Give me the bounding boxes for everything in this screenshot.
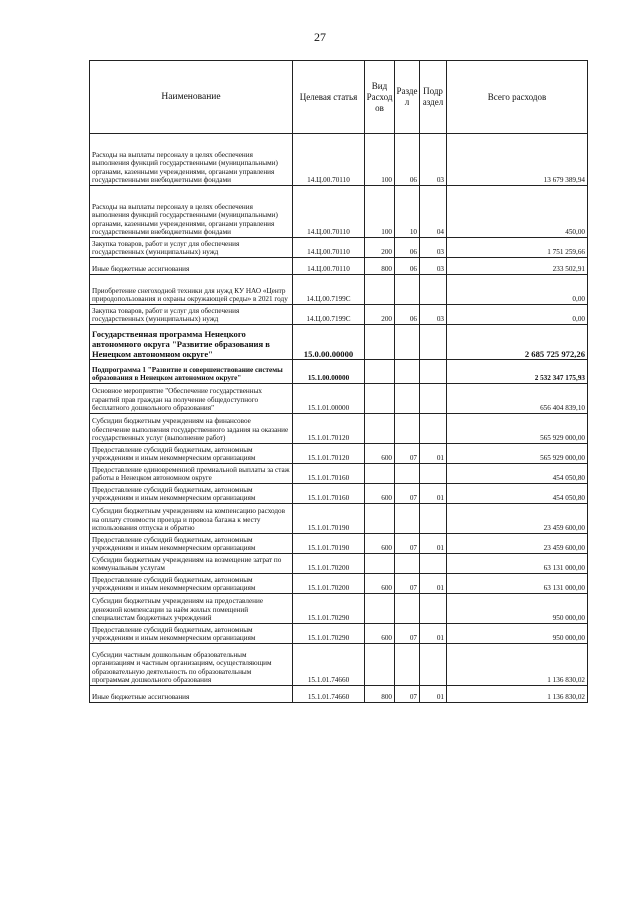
- cell-name: Расходы на выплаты персоналу в целях обеспечения выполнения функций государственными (муниципальными) органами, казенными учреждениями, органами управления государственными внебюджетными фондами: [90, 134, 293, 186]
- cell-name: Субсидии бюджетным учреждениям на компенсацию расходов на оплату стоимости проезда и провоза багажа к месту использования отпуска и обратно: [90, 504, 293, 534]
- header-code: Целевая статья: [293, 61, 365, 134]
- cell-name: Предоставление единовременной премиальной выплаты за стаж работы в Ненецком автономном округе: [90, 464, 293, 484]
- table-body: [90, 134, 588, 703]
- cell-code: 15.1.01.70200: [293, 554, 365, 574]
- cell-total: 0,00: [447, 305, 588, 325]
- table-row: [90, 414, 588, 444]
- cell-total: 454 050,80: [447, 484, 588, 504]
- cell-type: 800: [365, 686, 395, 703]
- budget-table: [89, 60, 588, 703]
- table-row: [90, 275, 588, 305]
- cell-subsection: 03: [420, 258, 447, 275]
- cell-subsection: [420, 360, 447, 384]
- cell-section: [395, 384, 420, 414]
- cell-type: 200: [365, 305, 395, 325]
- cell-subsection: 01: [420, 686, 447, 703]
- cell-code: 15.1.01.70160: [293, 464, 365, 484]
- cell-total: 233 502,91: [447, 258, 588, 275]
- cell-code: 14.Ц.00.7199С: [293, 275, 365, 305]
- cell-total: 950 000,00: [447, 624, 588, 644]
- table-row: [90, 686, 588, 703]
- cell-total: 2 532 347 175,93: [447, 360, 588, 384]
- cell-name: Расходы на выплаты персоналу в целях обеспечения выполнения функций государственными (муниципальными) органами, казенными учреждениями, органами управления государственными внебюджетными фондами: [90, 186, 293, 238]
- cell-type: 600: [365, 574, 395, 594]
- cell-name: Основное мероприятие "Обеспечение государственных гарантий прав граждан на получение общедоступного бесплатного дошкольного образования": [90, 384, 293, 414]
- cell-total: 63 131 000,00: [447, 554, 588, 574]
- cell-section: 06: [395, 258, 420, 275]
- header-type: Вид Расход ов: [365, 61, 395, 134]
- cell-code: 15.1.01.70290: [293, 594, 365, 624]
- cell-section: [395, 360, 420, 384]
- cell-total: 450,00: [447, 186, 588, 238]
- table-row: [90, 444, 588, 464]
- table-row: [90, 325, 588, 360]
- cell-name: Подпрограмма 1 "Развитие и совершенствование системы образования в Ненецком автономном округе": [90, 360, 293, 384]
- cell-subsection: [420, 594, 447, 624]
- cell-type: 800: [365, 258, 395, 275]
- cell-name: Иные бюджетные ассигнования: [90, 686, 293, 703]
- cell-subsection: [420, 554, 447, 574]
- cell-section: 07: [395, 444, 420, 464]
- cell-type: [365, 414, 395, 444]
- cell-subsection: [420, 384, 447, 414]
- cell-type: [365, 360, 395, 384]
- cell-total: 63 131 000,00: [447, 574, 588, 594]
- cell-type: [365, 325, 395, 360]
- cell-total: 1 136 830,02: [447, 644, 588, 686]
- cell-type: 200: [365, 238, 395, 258]
- cell-total: 656 404 839,10: [447, 384, 588, 414]
- cell-total: 13 679 389,94: [447, 134, 588, 186]
- cell-subsection: [420, 644, 447, 686]
- cell-type: [365, 554, 395, 574]
- cell-code: 15.1.01.74660: [293, 644, 365, 686]
- cell-name: Субсидии бюджетным учреждениям на финансовое обеспечение выполнения государственного задания на оказание государственных услуг (выполнение работ): [90, 414, 293, 444]
- cell-code: 14.Ц.00.70110: [293, 134, 365, 186]
- cell-name: Субсидии бюджетным учреждениям на возмещение затрат по коммунальным услугам: [90, 554, 293, 574]
- cell-code: 15.1.01.70190: [293, 504, 365, 534]
- table-row: [90, 534, 588, 554]
- cell-name: Закупка товаров, работ и услуг для обеспечения государственных (муниципальных) нужд: [90, 305, 293, 325]
- cell-name: Предоставление субсидий бюджетным, автономным учреждениям и иным некоммерческим организациям: [90, 534, 293, 554]
- cell-total: 565 929 000,00: [447, 414, 588, 444]
- cell-subsection: [420, 464, 447, 484]
- cell-section: 07: [395, 574, 420, 594]
- cell-name: Предоставление субсидий бюджетным, автономным учреждениям и иным некоммерческим организациям: [90, 624, 293, 644]
- cell-name: Предоставление субсидий бюджетным, автономным учреждениям и иным некоммерческим организациям: [90, 574, 293, 594]
- page-number: 27: [314, 30, 326, 44]
- cell-type: [365, 594, 395, 624]
- table-row: [90, 464, 588, 484]
- table-row: [90, 134, 588, 186]
- cell-section: [395, 464, 420, 484]
- cell-subsection: [420, 325, 447, 360]
- cell-code: 15.1.01.70120: [293, 444, 365, 464]
- cell-section: [395, 325, 420, 360]
- cell-section: [395, 644, 420, 686]
- table-row: [90, 384, 588, 414]
- cell-type: [365, 275, 395, 305]
- cell-total: 454 050,80: [447, 464, 588, 484]
- cell-total: 1 751 259,66: [447, 238, 588, 258]
- cell-total: 23 459 600,00: [447, 534, 588, 554]
- cell-type: [365, 384, 395, 414]
- cell-subsection: 01: [420, 484, 447, 504]
- cell-section: 07: [395, 534, 420, 554]
- cell-code: 15.1.01.70190: [293, 534, 365, 554]
- header-name: Наименование: [90, 61, 293, 134]
- cell-name: Предоставление субсидий бюджетным, автономным учреждениям и иным некоммерческим организациям: [90, 444, 293, 464]
- cell-code: 15.1.01.00000: [293, 384, 365, 414]
- cell-code: 14.Ц.00.70110: [293, 258, 365, 275]
- cell-total: 1 136 830,02: [447, 686, 588, 703]
- cell-total: 23 459 600,00: [447, 504, 588, 534]
- cell-section: 07: [395, 686, 420, 703]
- cell-type: 100: [365, 134, 395, 186]
- cell-name: Государственная программа Ненецкого автономного округа "Развитие образования в Ненецком автономном округе": [90, 325, 293, 360]
- cell-subsection: [420, 504, 447, 534]
- cell-code: 14.Ц.00.7199С: [293, 305, 365, 325]
- cell-name: Закупка товаров, работ и услуг для обеспечения государственных (муниципальных) нужд: [90, 238, 293, 258]
- cell-section: [395, 275, 420, 305]
- table-row: [90, 258, 588, 275]
- cell-code: 15.1.01.74660: [293, 686, 365, 703]
- cell-subsection: 01: [420, 534, 447, 554]
- cell-code: 15.1.01.70160: [293, 484, 365, 504]
- cell-subsection: [420, 275, 447, 305]
- cell-type: 600: [365, 484, 395, 504]
- cell-name: Приобретение снегоходной техники для нужд КУ НАО «Центр природопользования и охраны окружающей среды» в 2021 году: [90, 275, 293, 305]
- table-row: [90, 594, 588, 624]
- table-row: [90, 624, 588, 644]
- cell-subsection: [420, 414, 447, 444]
- cell-type: [365, 504, 395, 534]
- cell-total: 950 000,00: [447, 594, 588, 624]
- cell-section: 10: [395, 186, 420, 238]
- cell-code: 15.1.01.70120: [293, 414, 365, 444]
- cell-subsection: 01: [420, 444, 447, 464]
- cell-total: 565 929 000,00: [447, 444, 588, 464]
- cell-total: 0,00: [447, 275, 588, 305]
- cell-section: [395, 554, 420, 574]
- cell-type: 100: [365, 186, 395, 238]
- cell-section: 07: [395, 484, 420, 504]
- cell-section: [395, 414, 420, 444]
- table-row: [90, 360, 588, 384]
- cell-subsection: 04: [420, 186, 447, 238]
- header-section: Разде л: [395, 61, 420, 134]
- cell-code: 15.1.01.70290: [293, 624, 365, 644]
- cell-section: 07: [395, 624, 420, 644]
- cell-name: Субсидии бюджетным учреждениям на предоставление денежной компенсации за наём жилых помещений специалистам бюджетных учреждений: [90, 594, 293, 624]
- table-row: [90, 305, 588, 325]
- cell-code: 15.1.01.70200: [293, 574, 365, 594]
- cell-code: 15.1.00.00000: [293, 360, 365, 384]
- cell-type: 600: [365, 444, 395, 464]
- cell-total: 2 685 725 972,26: [447, 325, 588, 360]
- cell-type: 600: [365, 534, 395, 554]
- cell-code: 15.0.00.00000: [293, 325, 365, 360]
- cell-type: 600: [365, 624, 395, 644]
- cell-section: 06: [395, 305, 420, 325]
- table-row: [90, 484, 588, 504]
- table-row: [90, 554, 588, 574]
- cell-name: Субсидии частным дошкольным образовательным организациям и частным организациям, осуществляющим образовательную деятельность по образовательным программам дошкольного образования: [90, 644, 293, 686]
- cell-subsection: 03: [420, 238, 447, 258]
- cell-code: 14.Ц.00.70110: [293, 186, 365, 238]
- table-row: [90, 644, 588, 686]
- cell-subsection: 01: [420, 624, 447, 644]
- header-subsection: Подр аздел: [420, 61, 447, 134]
- cell-section: 06: [395, 134, 420, 186]
- table-row: [90, 186, 588, 238]
- table-header: [90, 61, 588, 134]
- cell-subsection: 03: [420, 305, 447, 325]
- cell-name: Иные бюджетные ассигнования: [90, 258, 293, 275]
- table-row: [90, 504, 588, 534]
- cell-section: 06: [395, 238, 420, 258]
- header-total: Всего расходов: [447, 61, 588, 134]
- cell-code: 14.Ц.00.70110: [293, 238, 365, 258]
- cell-section: [395, 504, 420, 534]
- cell-subsection: 03: [420, 134, 447, 186]
- cell-name: Предоставление субсидий бюджетным, автономным учреждениям и иным некоммерческим организациям: [90, 484, 293, 504]
- cell-section: [395, 594, 420, 624]
- table-row: [90, 574, 588, 594]
- cell-type: [365, 644, 395, 686]
- cell-subsection: 01: [420, 574, 447, 594]
- cell-type: [365, 464, 395, 484]
- table-row: [90, 238, 588, 258]
